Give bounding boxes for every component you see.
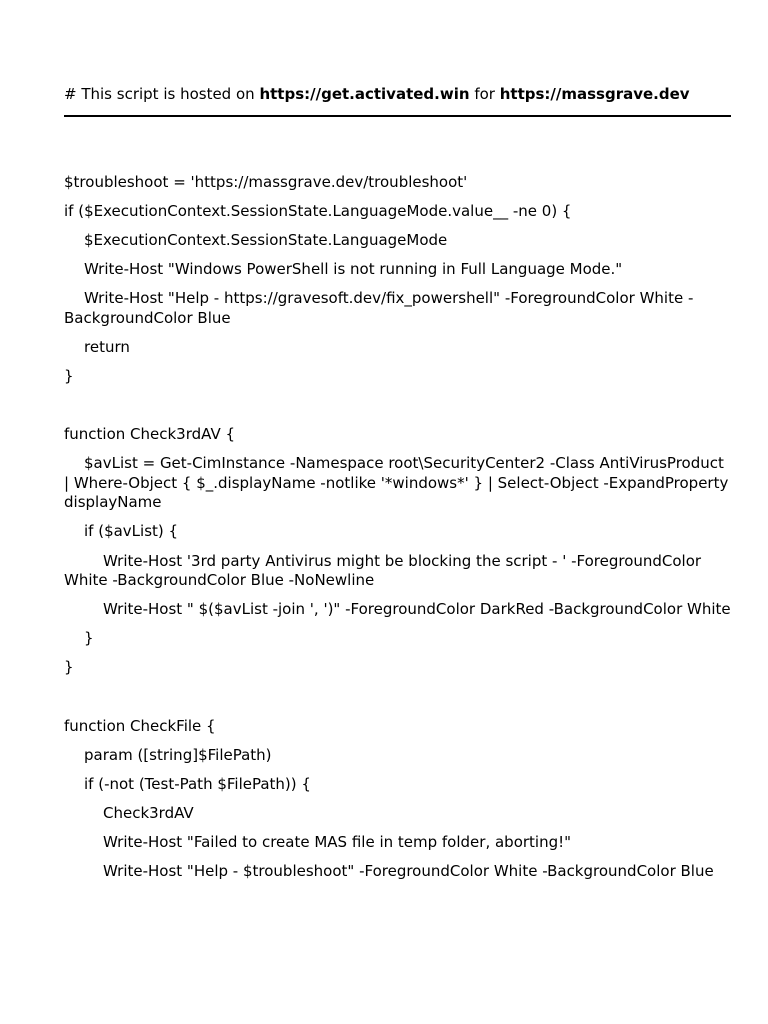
code-line: Write-Host '3rd party Antivirus might be blocking the script - ' -ForegroundColor White -BackgroundColor Blue -NoNewline [64,551,702,590]
code-line: Check3rdAV [103,803,194,822]
code-line: return [84,337,130,356]
code-line: function CheckFile { [64,716,216,735]
blank-line [64,396,731,416]
code-line: } [64,367,74,386]
code-line: param ([string]$FilePath) [84,745,272,764]
code-line: function Check3rdAV { [64,425,236,444]
code-line: } [64,658,74,677]
code-line: if ($ExecutionContext.SessionState.LanguageMode.value__ -ne 0) { [64,202,572,221]
code-line: Write-Host "Windows PowerShell is not running in Full Language Mode." [84,260,623,279]
code-line: Write-Host "Failed to create MAS file in temp folder, aborting!" [103,832,572,851]
code-line: if (-not (Test-Path $FilePath)) { [84,774,311,793]
header-link-get-activated: https://get.activated.win [259,85,470,103]
code-line: } [84,629,94,648]
code-line: Write-Host "Help - https://gravesoft.dev/fix_powershell" -ForegroundColor White -BackgroundColor Blue [64,289,694,327]
header-prefix: # This script is hosted on [64,85,260,103]
script-header [64,85,731,104]
code-line: $ExecutionContext.SessionState.LanguageMode [84,231,448,250]
blank-line [64,687,731,707]
code-line: if ($avList) { [84,522,179,541]
code-line: $avList = Get-CimInstance -Namespace root\SecurityCenter2 -Class AntiVirusProduct | Where-Object { $_.displayName -notlike '*windows*' } | Select-Object -ExpandProperty displayName [64,454,729,512]
header-divider [64,115,731,117]
code-line: $troubleshoot = 'https://massgrave.dev/troubleshoot' [64,173,468,191]
header-middle: for [469,85,500,103]
code-block [64,173,731,891]
code-line: Write-Host "Help - $troubleshoot" -ForegroundColor White -BackgroundColor Blue [103,861,714,880]
code-line: Write-Host " $($avList -join ', ')" -ForegroundColor DarkRed -BackgroundColor White [103,600,731,619]
header-link-massgrave: https://massgrave.dev [499,85,690,103]
